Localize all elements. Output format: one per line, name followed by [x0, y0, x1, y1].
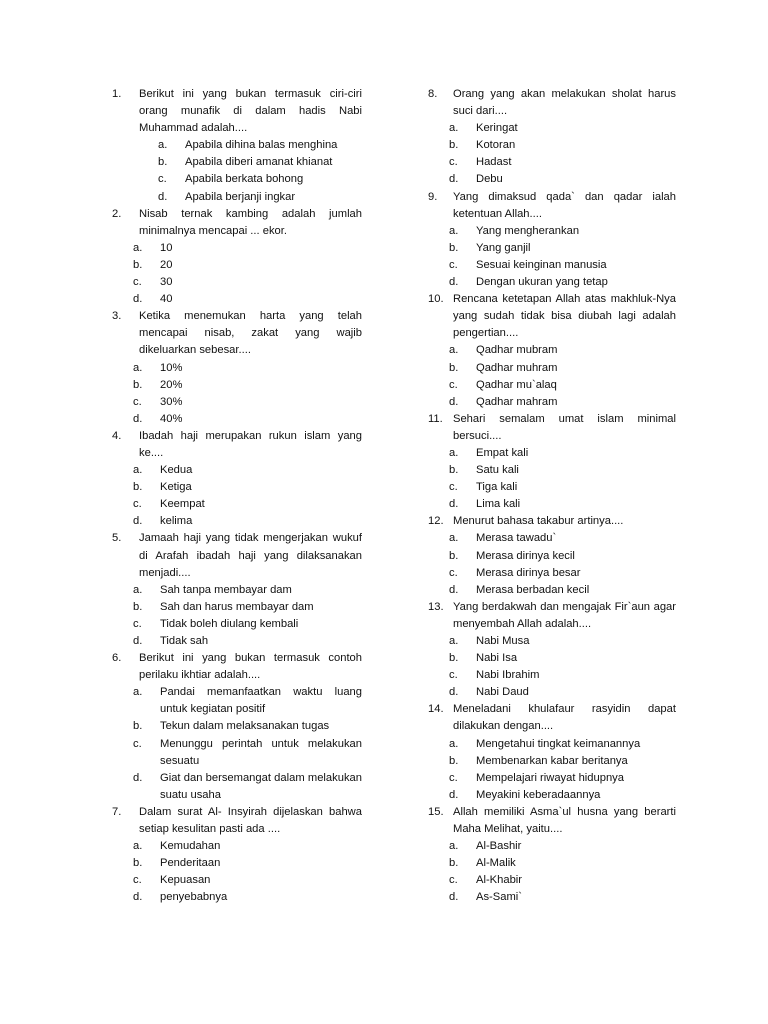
option-text: Satu kali — [476, 464, 519, 477]
option-letter: d. — [133, 515, 143, 528]
option-text: Mengetahui tingkat keimanannya — [476, 737, 641, 750]
question-text: Ibadah haji merupakan rukun islam yang ke.... — [139, 429, 362, 459]
option-text: Sah dan harus membayar dam — [160, 600, 314, 613]
option-text: Merasa berbadan kecil — [476, 583, 590, 596]
question-text: Sehari semalam umat islam minimal bersuci.... — [453, 412, 676, 442]
option-text: Qadhar mubram — [476, 344, 558, 357]
question-5 — [112, 530, 362, 581]
question-number: 5. — [112, 532, 122, 545]
option-letter: c. — [133, 276, 142, 289]
option-text: Menunggu perintah untuk melakukan sesuatu — [160, 737, 362, 767]
option-letter: a. — [133, 686, 143, 699]
answer-option — [428, 445, 676, 462]
option-text: 10 — [160, 241, 173, 254]
answer-option — [112, 257, 362, 274]
answer-option — [112, 770, 362, 804]
option-text: Tiga kali — [476, 481, 518, 494]
option-letter: d. — [133, 412, 143, 425]
question-text: Ketika menemukan harta yang telah mencapai nisab, zakat yang wajib dikeluarkan sebesar.... — [139, 310, 362, 357]
answer-option — [428, 360, 676, 377]
answer-option — [428, 120, 676, 137]
option-text: 30% — [160, 395, 183, 408]
option-letter: d. — [449, 276, 459, 289]
option-letter: c. — [449, 669, 458, 682]
option-text: Kepuasan — [160, 874, 211, 887]
answer-option — [428, 479, 676, 496]
option-text: Qadhar mahram — [476, 395, 558, 408]
question-1 — [112, 86, 362, 137]
option-letter: b. — [449, 549, 459, 562]
answer-option — [428, 736, 676, 753]
answer-option — [428, 137, 676, 154]
option-letter: d. — [449, 788, 459, 801]
option-text: Keringat — [476, 122, 518, 135]
option-letter: c. — [449, 481, 458, 494]
option-letter: b. — [449, 857, 459, 870]
answer-option — [112, 377, 362, 394]
question-number: 4. — [112, 429, 122, 442]
option-letter: a. — [449, 840, 459, 853]
option-letter: b. — [133, 857, 143, 870]
question-12 — [428, 513, 676, 530]
question-15 — [428, 804, 676, 838]
option-text: Tidak sah — [160, 635, 209, 647]
answer-option — [112, 411, 362, 428]
option-text: Sesuai keinginan manusia — [476, 258, 607, 271]
answer-option — [428, 565, 676, 582]
answer-option — [112, 274, 362, 291]
answer-option — [112, 479, 362, 496]
option-text: Merasa dirinya kecil — [476, 549, 575, 562]
option-letter: b. — [449, 754, 459, 767]
right-question-column — [428, 86, 676, 907]
answer-option — [428, 787, 676, 804]
option-text: Al-Khabir — [476, 874, 523, 887]
question-text: Menurut bahasa takabur artinya.... — [453, 515, 624, 528]
option-letter: d. — [449, 891, 459, 904]
question-9 — [428, 189, 676, 223]
option-text: Ketiga — [160, 481, 192, 494]
answer-option — [112, 513, 362, 530]
option-letter: b. — [449, 652, 459, 665]
question-6 — [112, 650, 362, 684]
question-number: 10. — [428, 293, 444, 306]
answer-option — [428, 872, 676, 889]
option-text: Penderitaan — [160, 857, 221, 870]
answer-option — [428, 667, 676, 684]
option-text: Yang mengherankan — [476, 224, 580, 237]
question-text: Jamaah haji yang tidak mengerjakan wukuf di Arafah ibadah haji yang dilaksanakan menjadi.... — [139, 532, 362, 579]
answer-option — [428, 377, 676, 394]
option-text: Nabi Isa — [476, 652, 518, 665]
answer-option — [428, 753, 676, 770]
option-text: As-Sami` — [476, 891, 522, 904]
option-letter: c. — [133, 498, 142, 511]
answer-option — [428, 633, 676, 650]
option-letter: c. — [158, 173, 167, 186]
option-letter: b. — [158, 156, 168, 169]
answer-option — [112, 736, 362, 770]
option-letter: c. — [449, 378, 458, 391]
answer-option — [112, 189, 362, 206]
option-letter: a. — [133, 464, 143, 477]
option-text: Pandai memanfaatkan waktu luang untuk kegiatan positif — [160, 686, 362, 716]
option-text: Merasa dirinya besar — [476, 566, 581, 579]
option-text: Meyakini keberadaannya — [476, 788, 601, 801]
option-letter: c. — [133, 874, 142, 887]
option-text: Sah tanpa membayar dam — [160, 583, 292, 596]
question-number: 15. — [428, 805, 444, 818]
option-letter: d. — [158, 190, 168, 203]
answer-option — [428, 171, 676, 188]
question-text: Nisab ternak kambing adalah jumlah minimalnya mencapai ... ekor. — [139, 207, 362, 237]
answer-option — [112, 872, 362, 889]
question-number: 6. — [112, 652, 122, 665]
question-7 — [112, 804, 362, 838]
answer-option — [428, 462, 676, 479]
option-letter: b. — [133, 378, 143, 391]
question-3 — [112, 308, 362, 359]
option-text: Tekun dalam melaksanakan tugas — [160, 720, 330, 733]
answer-option — [112, 633, 362, 650]
answer-option — [112, 394, 362, 411]
answer-option — [428, 240, 676, 257]
answer-option — [112, 154, 362, 171]
answer-option — [112, 171, 362, 188]
option-text: Kotoran — [476, 139, 516, 152]
question-13 — [428, 599, 676, 633]
option-text: 10% — [160, 361, 183, 374]
option-text: Apabila diberi amanat khianat — [185, 156, 333, 169]
question-number: 3. — [112, 310, 122, 323]
option-letter: b. — [133, 481, 143, 494]
question-text: Rencana ketetapan Allah atas makhluk-Nya yang sudah tidak bisa diubah lagi adalah pengertian.... — [453, 293, 676, 340]
option-text: Membenarkan kabar beritanya — [476, 754, 628, 767]
question-8 — [428, 86, 676, 120]
option-letter: a. — [449, 224, 459, 237]
left-question-column — [112, 86, 362, 907]
answer-option — [428, 582, 676, 599]
option-letter: d. — [449, 583, 459, 596]
option-text: Qadhar mu`alaq — [476, 378, 557, 391]
option-letter: d. — [449, 395, 459, 408]
option-letter: c. — [133, 737, 142, 750]
answer-option — [428, 889, 676, 906]
option-text: Kemudahan — [160, 840, 221, 853]
option-text: kelima — [160, 515, 193, 528]
option-text: Hadast — [476, 156, 512, 169]
answer-option — [112, 462, 362, 479]
answer-option — [428, 838, 676, 855]
option-text: Tidak boleh diulang kembali — [160, 617, 299, 630]
answer-option — [428, 530, 676, 547]
question-2 — [112, 206, 362, 240]
option-text: Nabi Ibrahim — [476, 669, 540, 682]
option-letter: a. — [449, 737, 459, 750]
answer-option — [112, 137, 362, 154]
option-letter: c. — [133, 395, 142, 408]
question-text: Berikut ini yang bukan termasuk ciri-ciri orang munafik di dalam hadis Nabi Muhammad adalah.... — [139, 88, 362, 135]
option-text: Dengan ukuran yang tetap — [476, 276, 608, 289]
option-letter: b. — [133, 600, 143, 613]
option-letter: c. — [449, 156, 458, 169]
option-text: Merasa tawadu` — [476, 532, 557, 545]
option-text: Giat dan bersemangat dalam melakukan suatu usaha — [160, 771, 362, 801]
option-letter: a. — [133, 241, 143, 254]
option-letter: c. — [449, 258, 458, 271]
option-letter: a. — [133, 361, 143, 374]
option-text: Nabi Musa — [476, 635, 530, 647]
answer-option — [428, 223, 676, 240]
answer-option — [112, 718, 362, 735]
option-text: Qadhar muhram — [476, 361, 558, 374]
option-letter: a. — [158, 139, 168, 152]
option-letter: c. — [449, 566, 458, 579]
option-letter: d. — [449, 498, 459, 511]
option-letter: d. — [133, 771, 143, 784]
answer-option — [428, 274, 676, 291]
option-letter: a. — [449, 446, 459, 459]
option-letter: d. — [449, 173, 459, 186]
option-letter: d. — [133, 891, 143, 904]
option-letter: c. — [449, 771, 458, 784]
option-text: 20 — [160, 258, 173, 271]
question-number: 13. — [428, 600, 444, 613]
answer-option — [112, 582, 362, 599]
answer-option — [428, 257, 676, 274]
option-text: Apabila berjanji ingkar — [185, 190, 296, 203]
question-number: 2. — [112, 207, 122, 220]
answer-option — [112, 240, 362, 257]
option-text: Keempat — [160, 498, 205, 511]
question-text: Yang dimaksud qada` dan qadar ialah ketentuan Allah.... — [453, 190, 676, 220]
option-text: Apabila dihina balas menghina — [185, 139, 338, 152]
question-number: 12. — [428, 515, 444, 528]
answer-option — [112, 360, 362, 377]
option-text: Apabila berkata bohong — [185, 173, 304, 186]
answer-option — [428, 855, 676, 872]
answer-option — [428, 650, 676, 667]
answer-option — [428, 548, 676, 565]
option-text: Mempelajari riwayat hidupnya — [476, 771, 624, 784]
option-text: 20% — [160, 378, 183, 391]
question-14 — [428, 701, 676, 735]
option-text: Al-Malik — [476, 857, 516, 870]
option-letter: a. — [449, 122, 459, 135]
option-letter: b. — [449, 464, 459, 477]
option-letter: b. — [449, 361, 459, 374]
answer-option — [112, 684, 362, 718]
answer-option — [112, 599, 362, 616]
question-number: 14. — [428, 703, 444, 716]
answer-option — [112, 889, 362, 906]
answer-option — [428, 684, 676, 701]
answer-option — [112, 855, 362, 872]
question-10 — [428, 291, 676, 342]
option-letter: a. — [449, 344, 459, 357]
answer-option — [428, 770, 676, 787]
option-letter: a. — [133, 840, 143, 853]
option-text: 40% — [160, 412, 183, 425]
option-letter: a. — [449, 635, 459, 647]
answer-option — [112, 616, 362, 633]
question-number: 8. — [428, 88, 438, 100]
question-number: 11. — [428, 412, 443, 425]
answer-option — [428, 496, 676, 513]
answer-option — [428, 394, 676, 411]
question-number: 9. — [428, 190, 438, 203]
question-text: Orang yang akan melakukan sholat harus suci dari.... — [453, 88, 676, 118]
option-text: 40 — [160, 293, 173, 306]
answer-option — [112, 838, 362, 855]
option-text: Debu — [476, 173, 503, 186]
question-text: Berikut ini yang bukan termasuk contoh perilaku ikhtiar adalah.... — [139, 652, 362, 682]
option-text: Al-Bashir — [476, 840, 522, 853]
option-letter: c. — [133, 617, 142, 630]
question-11 — [428, 411, 676, 445]
question-number: 7. — [112, 805, 122, 818]
answer-option — [112, 496, 362, 513]
option-text: Empat kali — [476, 446, 529, 459]
answer-option — [428, 154, 676, 171]
option-text: 30 — [160, 276, 173, 289]
question-text: Dalam surat Al- Insyirah dijelaskan bahwa setiap kesulitan pasti ada .... — [139, 805, 362, 836]
answer-option — [428, 342, 676, 359]
option-letter: b. — [449, 139, 459, 152]
option-letter: b. — [449, 241, 459, 254]
answer-option — [112, 291, 362, 308]
option-letter: a. — [133, 583, 143, 596]
question-number: 1. — [112, 88, 122, 100]
option-letter: a. — [449, 532, 459, 545]
option-text: Lima kali — [476, 498, 521, 511]
option-letter: c. — [449, 874, 458, 887]
question-4 — [112, 428, 362, 462]
option-text: Kedua — [160, 464, 193, 477]
option-letter: b. — [133, 720, 143, 733]
question-text: Allah memiliki Asma`ul husna yang berarti Maha Melihat, yaitu.... — [453, 805, 676, 836]
option-letter: d. — [133, 293, 143, 306]
option-text: Yang ganjil — [476, 241, 531, 254]
option-letter: d. — [449, 686, 459, 699]
option-letter: d. — [133, 635, 143, 647]
question-text: Meneladani khulafaur rasyidin dapat dilakukan dengan.... — [453, 703, 676, 733]
option-text: penyebabnya — [160, 891, 228, 904]
question-text: Yang berdakwah dan mengajak Fir`aun agar menyembah Allah adalah.... — [453, 600, 676, 630]
option-letter: b. — [133, 258, 143, 271]
option-text: Nabi Daud — [476, 686, 529, 699]
